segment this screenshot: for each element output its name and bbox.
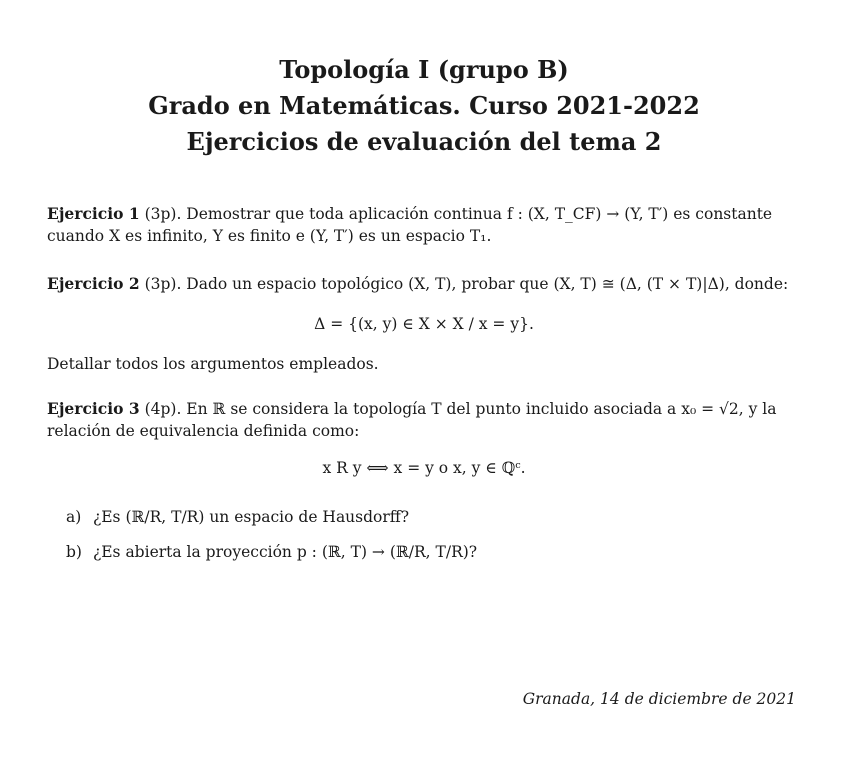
course-title: Topología I (grupo B) <box>279 55 569 84</box>
exam-subtitle: Ejercicios de evaluación del tema 2 <box>186 127 662 156</box>
question-b <box>66 541 477 563</box>
place-date: Granada, 14 de diciembre de 2021 <box>522 690 796 708</box>
exercise-3 <box>47 398 802 442</box>
degree-year: Grado en Matemáticas. Curso 2021-2022 <box>148 91 700 120</box>
exercise-1-label: Ejercicio 1 <box>47 204 140 223</box>
title-block <box>0 52 848 160</box>
exercise-3-text: (4p). En ℝ se considera la topología T del punto incluido asociada a x₀ = √2, y la relación de equivalencia definida como: <box>47 400 777 440</box>
exercise-3-label: Ejercicio 3 <box>47 399 140 418</box>
exercise-2-detail: Detallar todos los argumentos empleados. <box>47 355 379 373</box>
exercise-2 <box>47 273 802 295</box>
question-b-label: b) <box>66 543 82 561</box>
exercise-2-equation: Δ = {(x, y) ∈ X × X / x = y}. <box>314 315 534 333</box>
exercise-3-equation: x R y ⟺ x = y o x, y ∈ ℚᶜ. <box>322 459 526 477</box>
question-a-label: a) <box>66 508 82 526</box>
exercise-1 <box>47 203 802 247</box>
exercise-1-text: (3p). Demostrar que toda aplicación continua f : (X, T_CF) → (Y, T′) es constante cuando X es infinito, Y es finito e (Y, T′) es un espacio T₁. <box>47 205 773 245</box>
exercise-2-text: (3p). Dado un espacio topológico (X, T), probar que (X, T) ≅ (Δ, (T × T)|Δ), donde: <box>144 275 789 293</box>
question-a-text: ¿Es (ℝ/R, T/R) un espacio de Hausdorff? <box>92 508 410 526</box>
question-a <box>66 506 409 528</box>
question-b-text: ¿Es abierta la proyección p : (ℝ, T) → (ℝ/R, T/R)? <box>92 543 478 561</box>
exercise-2-label: Ejercicio 2 <box>47 274 140 293</box>
